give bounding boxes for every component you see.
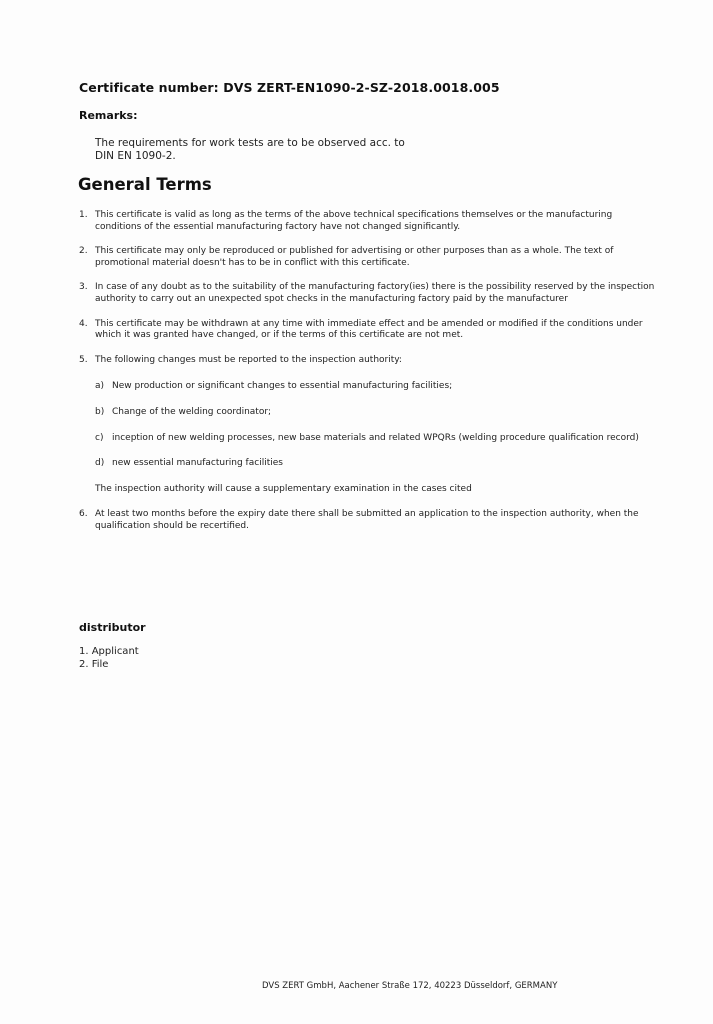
term-item [79, 210, 659, 233]
term-text: The following changes must be reported to the inspection authority: [95, 354, 402, 365]
term-number: 5. [79, 354, 88, 365]
term-text: This certificate is valid as long as the terms of the above technical specifications themselves or the manufacturing conditions of the essential manufacturing factory have not changed significantly. [95, 210, 613, 232]
sub-item [95, 458, 659, 470]
certificate-number: Certificate number: DVS ZERT-EN1090-2-SZ-2018.0018.005 [79, 80, 500, 95]
term-item [79, 509, 659, 532]
sub-item-text: Change of the welding coordinator; [112, 406, 272, 417]
term-item [79, 319, 659, 342]
term-number: 6. [79, 509, 88, 520]
term-number: 4. [79, 318, 88, 329]
term-number: 2. [79, 246, 88, 257]
remarks-heading: Remarks: [79, 109, 138, 122]
sub-item [95, 433, 659, 445]
sub-item-text: New production or significant changes to essential manufacturing facilities; [112, 381, 453, 392]
sub-item [95, 381, 659, 393]
sub-item [95, 407, 659, 419]
sub-item-letter: d) [95, 458, 105, 469]
term-number: 3. [79, 282, 88, 293]
term-item [79, 355, 659, 367]
footer-address: DVS ZERT GmbH, Aachener Straße 172, 40223 Düsseldorf, GERMANY [262, 981, 558, 991]
sub-item-letter: a) [95, 381, 105, 392]
term-text: This certificate may be withdrawn at any time with immediate effect and be amended or modified if the conditions under which it was granted have changed, or if the terms of this certificate are not met. [95, 318, 643, 341]
term-text: This certificate may only be reproduced or published for advertising or other purposes than as a whole. The text of promotional material doesn't has to be in conflict with this certificate. [95, 246, 614, 268]
supplementary-note: The inspection authority will cause a supplementary examination in the cases cited [95, 483, 472, 494]
general-terms-heading: General Terms [78, 175, 212, 194]
term-text: In case of any doubt as to the suitability of the manufacturing factory(ies) there is the possibility reserved by the inspection authority to carry out an unexpected spot checks in the manufacturing factory paid by the manufacturer [95, 282, 655, 304]
general-terms-list [79, 210, 659, 546]
remarks-line: The requirements for work tests are to be observed acc. to [95, 137, 405, 149]
term-item [79, 246, 659, 269]
sub-item-text: inception of new welding processes, new base materials and related WPQRs (welding procedure qualification record) [112, 432, 639, 443]
sub-item-letter: b) [95, 406, 105, 417]
term-item [79, 282, 659, 305]
distributor-heading: distributor [79, 621, 146, 634]
term-number: 1. [79, 210, 88, 220]
distributor-item: 2. File [79, 659, 109, 670]
term-text: At least two months before the expiry date there shall be submitted an application to the inspection authority, when the qualification should be recertified. [95, 509, 639, 531]
remarks-line: DIN EN 1090-2. [95, 150, 176, 162]
distributor-list [79, 645, 139, 671]
distributor-item: 1. Applicant [79, 646, 139, 657]
sub-item-text: new essential manufacturing facilities [112, 458, 283, 469]
sub-item-letter: c) [95, 432, 104, 443]
remarks-text [95, 137, 405, 163]
